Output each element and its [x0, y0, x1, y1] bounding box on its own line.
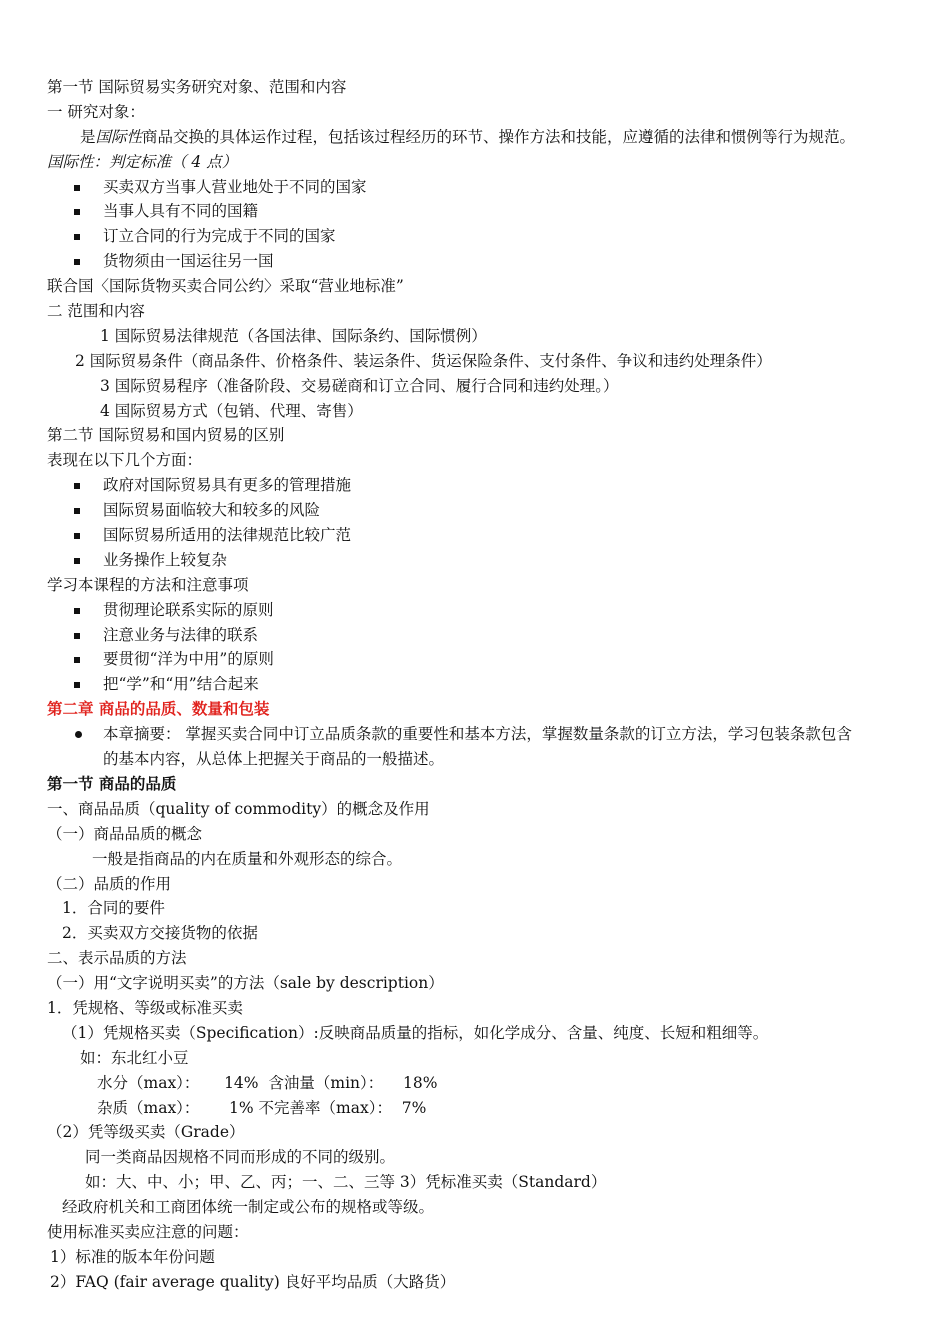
section-title: 第一节 国际贸易实务研究对象、范围和内容 — [47, 78, 347, 96]
scope-heading: 二 范围和内容 — [47, 302, 145, 321]
research-object-heading: 一 研究对象： — [47, 102, 145, 121]
round-bullet-icon — [75, 731, 82, 738]
text-line: （2）凭等级买卖（Grade） — [47, 1123, 245, 1142]
section-title: 第二节 国际贸易和国内贸易的区别 — [47, 426, 285, 445]
chapter-title: 第二章 商品的品质、数量和包装 — [47, 699, 270, 719]
text-line: 1）标准的版本年份问题 — [50, 1247, 215, 1266]
chapter-summary-continued: 的基本内容，从总体上把握关于商品的一般描述。 — [103, 750, 445, 769]
text-line: 1．合同的要件 — [62, 899, 165, 918]
list-item: 注意业务与法律的联系 — [0, 623, 950, 648]
square-bullet-icon — [74, 234, 80, 240]
document-page — [0, 75, 950, 1295]
text-line: 杂质（max）： 1% 不完善率（max）： 7% — [97, 1098, 427, 1117]
text-line: 一般是指商品的内在质量和外观形态的综合。 — [92, 849, 403, 868]
text-line: 经政府机关和工商团体统一制定或公布的规格或等级。 — [62, 1198, 435, 1217]
intro-text: 表现在以下几个方面： — [47, 451, 203, 470]
scope-item: 2 国际贸易条件（商品条件、价格条件、装运条件、货运保险条件、支付条件、争议和违约处理条件） — [75, 351, 772, 370]
text-line: 如：东北红小豆 — [80, 1048, 189, 1067]
square-bullet-icon — [74, 558, 80, 564]
text-line: 二、表示品质的方法 — [47, 949, 187, 968]
square-bullet-icon — [74, 657, 80, 663]
square-bullet-icon — [74, 259, 80, 265]
method-heading: 学习本课程的方法和注意事项 — [47, 575, 249, 594]
text-line: （一）商品品质的概念 — [47, 824, 203, 843]
list-item: 要贯彻“洋为中用”的原则 — [0, 647, 950, 672]
list-item: 贯彻理论联系实际的原则 — [0, 598, 950, 623]
list-item: 把“学”和“用”结合起来 — [0, 672, 950, 697]
square-bullet-icon — [74, 633, 80, 639]
text-line: 一、商品品质（quality of commodity）的概念及作用 — [47, 799, 430, 818]
square-bullet-icon — [74, 483, 80, 489]
square-bullet-icon — [74, 185, 80, 191]
list-item: 政府对国际贸易具有更多的管理措施 — [0, 473, 950, 498]
square-bullet-icon — [74, 508, 80, 514]
list-item: 货物须由一国运往另一国 — [0, 249, 950, 274]
scope-item: 4 国际贸易方式（包销、代理、寄售） — [100, 401, 363, 420]
list-item: 国际贸易面临较大和较多的风险 — [0, 498, 950, 523]
text-line: 2．买卖双方交接货物的依据 — [62, 924, 258, 943]
list-item: 买卖双方当事人营业地处于不同的国家 — [0, 175, 950, 200]
text-line: （一）用“文字说明买卖”的方法（sale by description） — [47, 974, 444, 993]
text-line: 使用标准买卖应注意的问题： — [47, 1222, 249, 1241]
scope-item: 3 国际贸易程序（准备阶段、交易磋商和订立合同、履行合同和违约处理。） — [100, 376, 619, 395]
list-item: 当事人具有不同的国籍 — [0, 199, 950, 224]
un-convention-note: 联合国〈国际货物买卖合同公约〉采取“营业地标准” — [47, 277, 404, 296]
text-line: （二）品质的作用 — [47, 874, 172, 893]
square-bullet-icon — [74, 209, 80, 215]
chapter-summary: 本章摘要： 掌握买卖合同中订立品质条款的重要性和基本方法，掌握数量条款的订立方法，学习包装条款包含 — [0, 722, 950, 747]
definition-paragraph: 是国际性商品交换的具体运作过程，包括该过程经历的环节、操作方法和技能，应遵循的法律和惯例等行为规范。 — [80, 127, 856, 146]
criteria-heading: 国际性：判定标准（ 4 点） — [47, 152, 238, 171]
text-line: 1．凭规格、等级或标准买卖 — [47, 998, 243, 1017]
square-bullet-icon — [74, 608, 80, 614]
text-line: 如：大、中、小；甲、乙、丙；一、二、三等 3）凭标准买卖（Standard） — [85, 1173, 607, 1192]
text-line: （1）凭规格买卖（Specification）:反映商品质量的指标，如化学成分、含量、纯度、长短和粗细等。 — [62, 1023, 769, 1042]
text-line: 2）FAQ (fair average quality) 良好平均品质（大路货） — [50, 1272, 456, 1291]
list-item: 订立合同的行为完成于不同的国家 — [0, 224, 950, 249]
section-title: 第一节 商品的品质 — [47, 773, 177, 793]
text-line: 同一类商品因规格不同而形成的不同的级别。 — [85, 1148, 396, 1167]
scope-item: 1 国际贸易法律规范（各国法律、国际条约、国际惯例） — [100, 326, 487, 345]
square-bullet-icon — [74, 533, 80, 539]
text-line: 水分（max）： 14% 含油量（min）： 18% — [97, 1073, 438, 1092]
list-item: 国际贸易所适用的法律规范比较广范 — [0, 523, 950, 548]
square-bullet-icon — [74, 682, 80, 688]
list-item: 业务操作上较复杂 — [0, 548, 950, 573]
